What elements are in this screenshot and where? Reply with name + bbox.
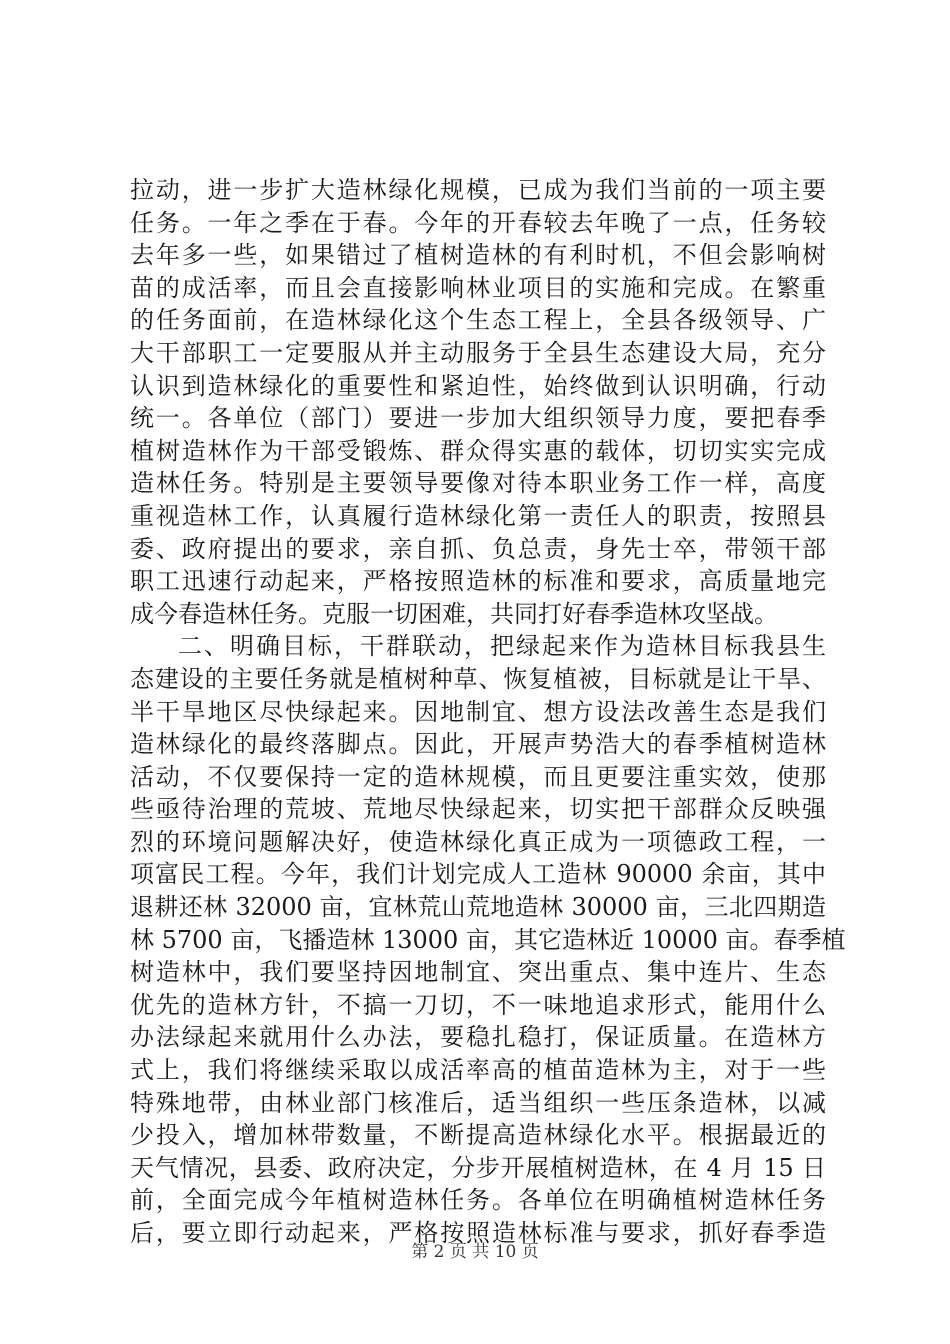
text-line: 前，全面完成今年植树造林任务。各单位在明确植树造林任务 (130, 1186, 826, 1215)
text-line: 造林绿化的最终落脚点。因此，开展声势浩大的春季植树造林 (130, 730, 826, 759)
text-line: 活动，不仅要保持一定的造林规模，而且更要注重实效，使那 (130, 762, 826, 791)
text-line: 植树造林作为干部受锻炼、群众得实惠的载体，切切实实完成 (130, 436, 826, 465)
text-line: 林 5700 亩，飞播造林 13000 亩，其它造林近 10000 亩。春季植 (130, 925, 846, 954)
text-line: 优先的造林方针，不搞一刀切，不一味地追求形式，能用什么 (130, 990, 826, 1019)
text-line: 半干旱地区尽快绿起来。因地制宜、想方设法改善生态是我们 (130, 697, 826, 726)
text-line: 造林任务。特别是主要领导要像对待本职业务工作一样，高度 (130, 469, 826, 498)
text-line: 拉动，进一步扩大造林绿化规模，已成为我们当前的一项主要 (130, 176, 826, 204)
text-line: 特殊地带，由林业部门核准后，适当组织一些压条造林，以减 (130, 1088, 826, 1117)
text-line: 认识到造林绿化的重要性和紧迫性，始终做到认识明确，行动 (130, 371, 826, 400)
text-line: 天气情况，县委、政府决定，分步开展植树造林，在 4 月 15 日 (130, 1153, 826, 1182)
text-line: 办法绿起来就用什么办法，要稳扎稳打，保证质量。在造林方 (130, 1023, 826, 1052)
paragraph-1 (130, 174, 826, 630)
text-line: 苗的成活率，而且会直接影响林业项目的实施和完成。在繁重 (130, 273, 826, 302)
text-line: 成今春造林任务。克服一切困难，共同打好春季造林攻坚战。 (130, 599, 778, 628)
text-line: 任务。一年之季在于春。今年的开春较去年晚了一点，任务较 (130, 208, 826, 237)
text-line: 的任务面前，在造林绿化这个生态工程上，全县各级领导、广 (130, 306, 826, 335)
text-line: 去年多一些，如果错过了植树造林的有利时机，不但会影响树 (130, 241, 826, 270)
text-line: 少投入，增加林带数量，不断提高造林绿化水平。根据最近的 (130, 1121, 826, 1150)
text-line: 二、明确目标，干群联动，把绿起来作为造林目标我县生 (178, 632, 826, 661)
text-line: 委、政府提出的要求，亲自抓、负总责，身先士卒，带领干部 (130, 534, 826, 563)
text-line: 些亟待治理的荒坡、荒地尽快绿起来，切实把干部群众反映强 (130, 795, 826, 824)
text-line: 烈的环境问题解决好，使造林绿化真正成为一项德政工程，一 (130, 827, 826, 856)
text-line: 大干部职工一定要服从并主动服务于全县生态建设大局，充分 (130, 338, 826, 367)
text-line: 项富民工程。今年，我们计划完成人工造林 90000 余亩，其中 (130, 860, 826, 889)
text-line: 态建设的主要任务就是植树种草、恢复植被，目标就是让干旱、 (130, 664, 826, 693)
text-line: 后，要立即行动起来，严格按照造林标准与要求，抓好春季造 (130, 1219, 826, 1247)
text-line: 职工迅速行动起来，严格按照造林的标准和要求，高质量地完 (130, 567, 826, 596)
text-line: 统一。各单位（部门）要进一步加大组织领导力度，要把春季 (130, 404, 826, 433)
page-number-footer: 第 2 页 共 10 页 (411, 1242, 539, 1262)
text-line: 式上，我们将继续采取以成活率高的植苗造林为主，对于一些 (130, 1056, 826, 1085)
text-line: 重视造林工作，认真履行造林绿化第一责任人的职责，按照县 (130, 501, 826, 530)
text-line: 树造林中，我们要坚持因地制宜、突出重点、集中连片、生态 (130, 958, 826, 987)
document-body (130, 174, 846, 1250)
text-line: 退耕还林 32000 亩，宜林荒山荒地造林 30000 亩，三北四期造 (130, 893, 826, 922)
paragraph-2 (130, 630, 846, 1249)
